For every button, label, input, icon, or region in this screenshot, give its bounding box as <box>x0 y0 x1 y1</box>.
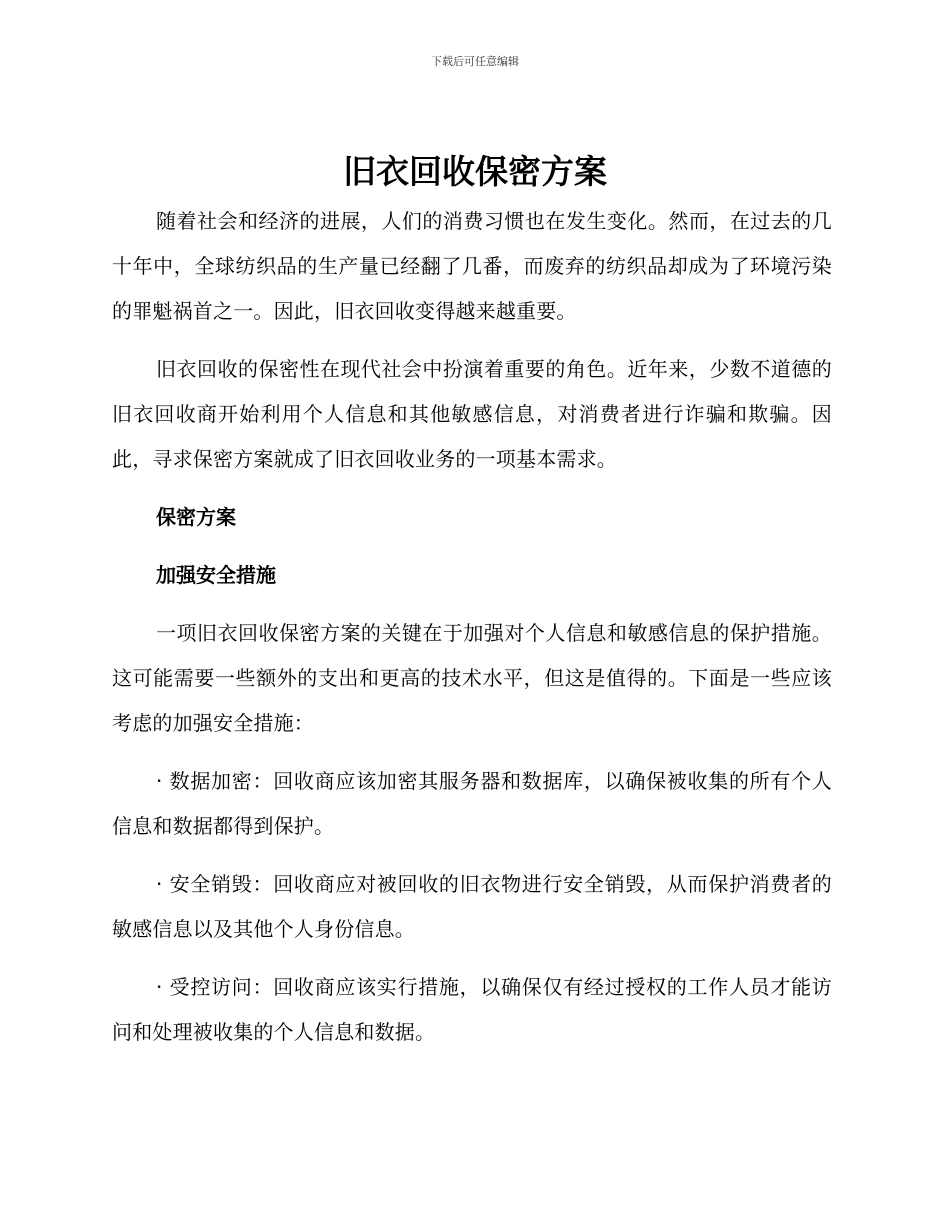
paragraph-confidentiality: 旧衣回收的保密性在现代社会中扮演着重要的角色。近年来，少数不道德的旧衣回收商开始利用个人信息和其他敏感信息，对消费者进行诈骗和欺骗。因此，寻求保密方案就成了旧衣回收业务的一项基本需求。 <box>112 357 832 471</box>
bullet-data-encryption: · 数据加密：回收商应该加密其服务器和数据库，以确保被收集的所有个人信息和数据都得到保护。 <box>112 769 832 838</box>
document-title: 旧衣回收保密方案 <box>343 152 607 191</box>
paragraph-security-measures: 一项旧衣回收保密方案的关键在于加强对个人信息和敏感信息的保护措施。这可能需要一些额外的支出和更高的技术水平，但这是值得的。下面是一些应该考虑的加强安全措施： <box>112 621 832 735</box>
bullet-secure-destruction: · 安全销毁：回收商应对被回收的旧衣物进行安全销毁，从而保护消费者的敏感信息以及其他个人身份信息。 <box>112 872 832 941</box>
document-body <box>112 199 832 1068</box>
section-heading-security: 加强安全措施 <box>156 563 276 587</box>
header-note: 下载后可任意编辑 <box>431 55 519 68</box>
bullet-controlled-access: · 受控访问：回收商应该实行措施，以确保仅有经过授权的工作人员才能访问和处理被收集的个人信息和数据。 <box>112 975 832 1044</box>
section-heading-plan: 保密方案 <box>156 505 236 529</box>
paragraph-intro: 随着社会和经济的进展，人们的消费习惯也在发生变化。然而，在过去的几十年中，全球纺织品的生产量已经翻了几番，而废弃的纺织品却成为了环境污染的罪魁祸首之一。因此，旧衣回收变得越来越重要。 <box>112 209 832 323</box>
